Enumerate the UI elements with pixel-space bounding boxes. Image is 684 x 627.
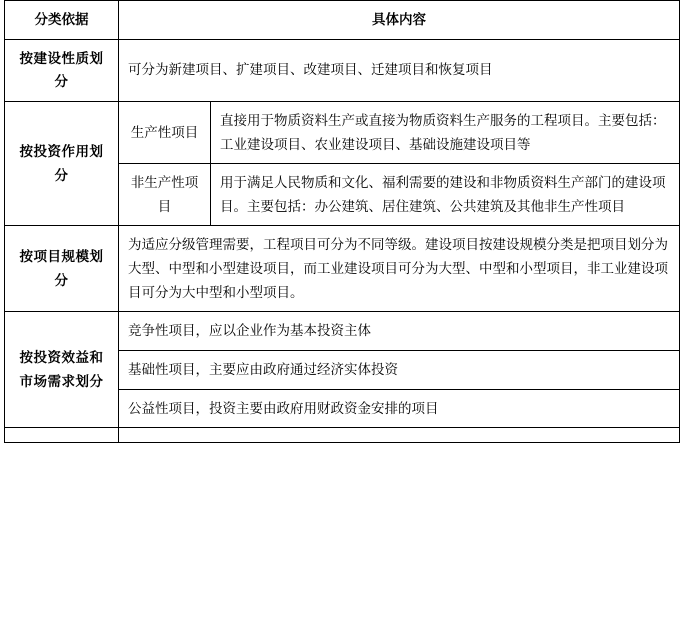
list-item	[119, 350, 679, 389]
classification-table	[4, 0, 680, 443]
header-cell-category: 分类依据	[5, 1, 119, 40]
table-row-partial	[5, 428, 680, 443]
table-row	[5, 226, 680, 312]
content-productive: 直接用于物质资料生产或直接为物质资料生产服务的工程项目。主要包括：工业建设项目、农业建设项目、基础设施建设项目等	[211, 101, 680, 163]
content-nonproductive: 用于满足人民物质和文化、福利需要的建设和非物质资料生产部门的建设项目。主要包括：办公建筑、居住建筑、公共建筑及其他非生产性项目	[211, 164, 680, 226]
content-project-scale: 为适应分级管理需要，工程项目可分为不同等级。建设项目按建设规模分类是把项目划分为大型、中型和小型建设项目，而工业建设项目可分为大型、中型和小型项目，非工业建设项目可分为大中型和小型项目。	[119, 226, 680, 312]
list-item	[119, 312, 679, 350]
content-construction-nature: 可分为新建项目、扩建项目、改建项目、迁建项目和恢复项目	[119, 39, 680, 101]
content-investment-benefit	[119, 312, 680, 428]
category-investment-role: 按投资作用划分	[5, 101, 119, 226]
header-cell-content: 具体内容	[119, 1, 680, 40]
table-header-row	[5, 1, 680, 40]
category-investment-benefit: 按投资效益和市场需求划分	[5, 312, 119, 428]
item-public-welfare: 公益性项目，投资主要由政府用财政资金安排的项目	[119, 389, 679, 427]
item-competitive: 竞争性项目，应以企业作为基本投资主体	[119, 312, 679, 350]
table-row	[5, 101, 680, 163]
item-basic: 基础性项目，主要应由政府通过经济实体投资	[119, 350, 679, 389]
subcategory-productive: 生产性项目	[119, 101, 211, 163]
content-cell-cut	[119, 428, 680, 443]
table-row	[5, 312, 680, 428]
subcategory-nonproductive: 非生产性项目	[119, 164, 211, 226]
category-construction-nature: 按建设性质划分	[5, 39, 119, 101]
investment-benefit-list	[119, 312, 679, 427]
list-item	[119, 389, 679, 427]
category-cell-cut	[5, 428, 119, 443]
category-project-scale: 按项目规模划分	[5, 226, 119, 312]
table-row	[5, 39, 680, 101]
